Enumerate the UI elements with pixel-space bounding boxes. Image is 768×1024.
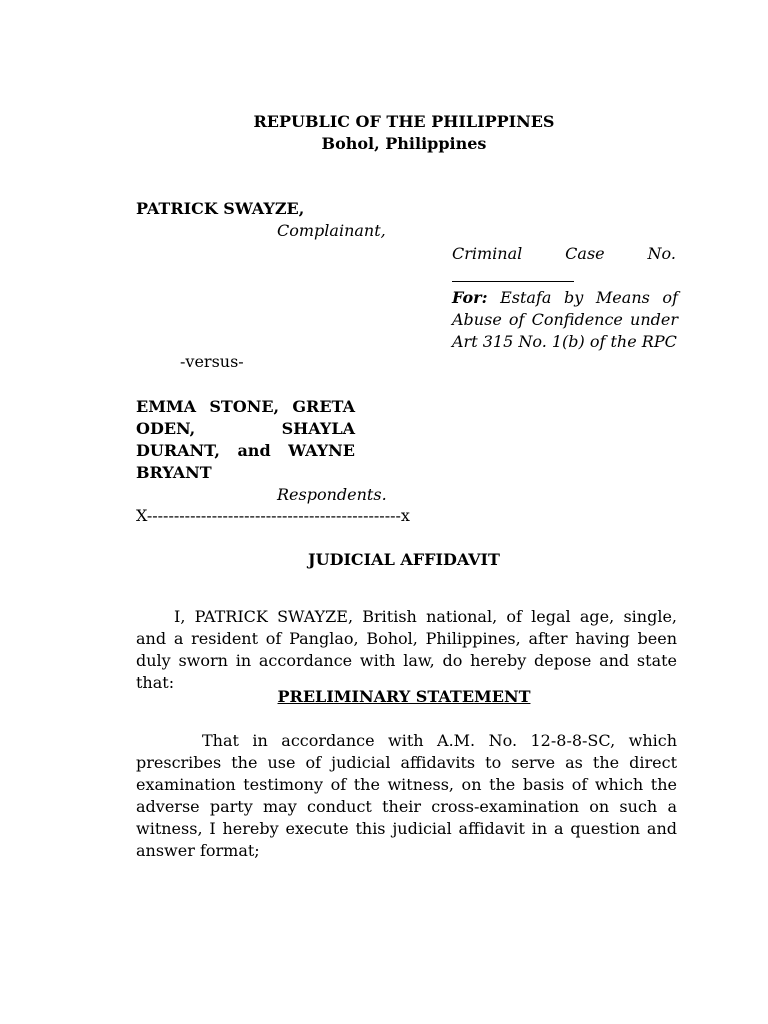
respondent-word: DURANT,	[136, 441, 220, 460]
for-text: Estafa by Means of Abuse of Confidence under Art 315 No. 1(b) of the RPC	[452, 288, 678, 351]
for-label: For:	[452, 288, 488, 307]
respondent-names	[136, 396, 355, 484]
respondent-word: EMMA	[136, 397, 197, 416]
respondent-word: and	[237, 441, 271, 460]
respondent-line	[136, 396, 355, 418]
case-word: Criminal	[452, 244, 523, 263]
intro-paragraph: I, PATRICK SWAYZE, British national, of legal age, single, and a resident of Panglao, Bohol, Philippines, after having been duly sworn in accordance with law, do hereby depose and state that:	[136, 607, 677, 692]
preliminary-heading: PRELIMINARY STATEMENT	[277, 687, 531, 706]
republic-heading: REPUBLIC OF THE PHILIPPINES	[253, 112, 555, 131]
case-number-line	[452, 244, 676, 263]
preliminary-paragraph: That in accordance with A.M. No. 12-8-8-SC, which prescribes the use of judicial affidavits to serve as the direct examination testimony of the witness, on the basis of which the adverse party may conduct their cross-examination on such a witness, I hereby execute this judicial affidavit in a question and answer format;	[136, 731, 677, 860]
caption-separator: X-----------------------------------------------x	[136, 506, 410, 525]
document-title: JUDICIAL AFFIDAVIT	[308, 550, 500, 569]
respondent-word: GRETA	[292, 397, 355, 416]
respondent-role: Respondents.	[277, 485, 387, 504]
case-word: Case	[565, 244, 605, 263]
case-word: No.	[647, 244, 676, 263]
respondent-word: BRYANT	[136, 463, 212, 482]
location-heading: Bohol, Philippines	[321, 134, 487, 153]
case-number-blank	[452, 265, 574, 282]
respondent-word: SHAYLA	[281, 419, 355, 438]
respondent-word: ODEN,	[136, 419, 196, 438]
respondent-line	[136, 418, 355, 440]
versus-label: -versus-	[180, 352, 244, 371]
respondent-line	[136, 440, 355, 462]
respondent-word: STONE,	[209, 397, 280, 416]
complainant-name: PATRICK SWAYZE,	[136, 199, 305, 218]
complainant-role: Complainant,	[277, 221, 386, 240]
respondent-word: WAYNE	[288, 441, 355, 460]
offense-description	[452, 287, 678, 353]
respondent-line	[136, 462, 355, 484]
